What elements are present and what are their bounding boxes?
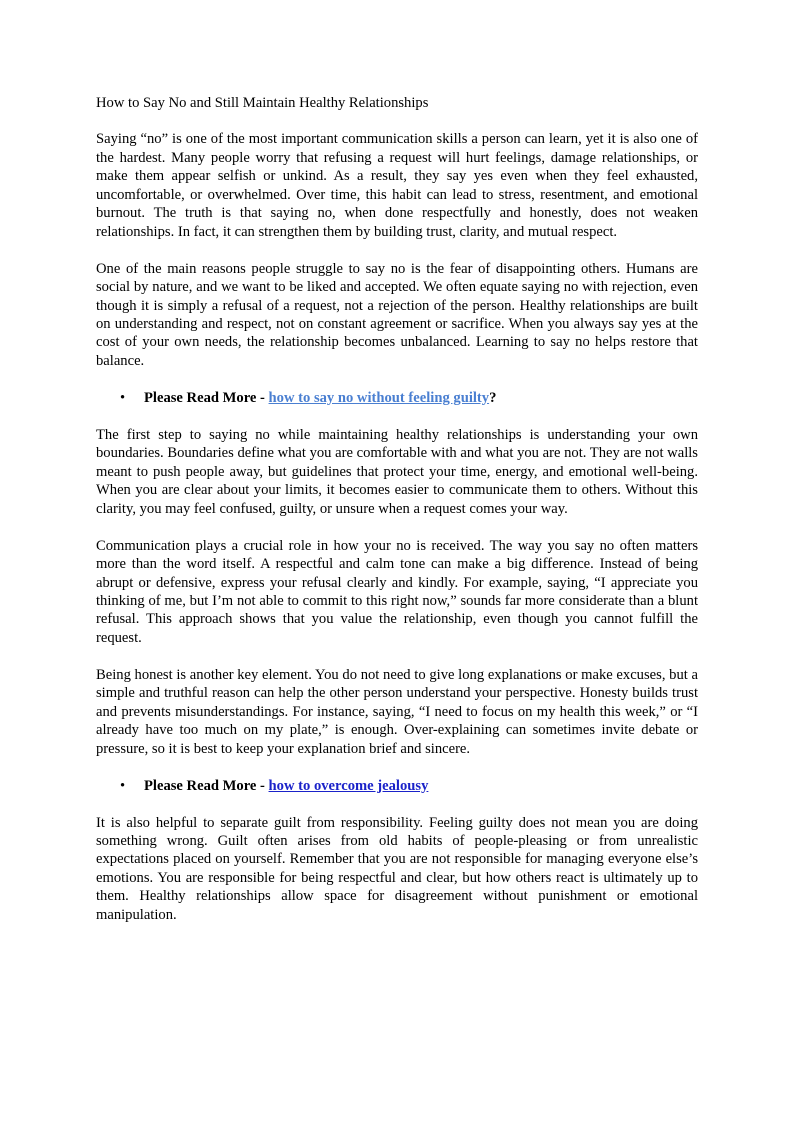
paragraph: One of the main reasons people struggle to say no is the fear of disappointing others. Humans are social by nature, and we want to be liked and accepted. We often equate saying no with rejection, even though it is simply a refusal of a request, not a rejection of the person. Healthy relationships are built on understanding and respect, not on constant agreement or sacrifice. When you always say yes at the cost of your own needs, the relationship becomes unbalanced. Learning to say no helps restore that balance.: [96, 260, 698, 369]
paragraph: It is also helpful to separate guilt from responsibility. Feeling guilty does not mean you are doing something wrong. Guilt often arises from old habits of people-pleasing or from unrealistic expectations placed on yourself. Remember that you are not responsible for managing everyone else’s emotions. You are responsible for being respectful and clear, but how others react is ultimately up to them. Healthy relationships allow space for disagreement without punishment or emotional manipulation.: [96, 814, 698, 923]
read-more-prefix: Please Read More -: [144, 389, 269, 406]
document-page: [96, 94, 698, 943]
read-more-link[interactable]: how to say no without feeling guilty: [268, 389, 490, 406]
read-more-item: [96, 777, 698, 795]
paragraph: Saying “no” is one of the most important communication skills a person can learn, yet it is also one of the hardest. Many people worry that refusing a request will hurt feelings, damage relationships, or make them appear selfish or unkind. As a result, they say yes even when they feel exhausted, uncomfortable, or overwhelmed. Over time, this habit can lead to stress, resentment, and emotional burnout. The truth is that saying no, when done respectfully and honestly, does not weaken relationships. In fact, it can strengthen them by building trust, clarity, and mutual respect.: [96, 131, 698, 240]
read-more-suffix: ?: [489, 389, 497, 406]
page-title: How to Say No and Still Maintain Healthy Relationships: [96, 95, 429, 111]
bullet-icon: •: [120, 777, 126, 794]
bullet-icon: •: [120, 389, 126, 406]
read-more-prefix: Please Read More -: [144, 777, 269, 794]
read-more-item: [96, 389, 698, 407]
paragraph: Being honest is another key element. You do not need to give long explanations or make excuses, but a simple and truthful reason can help the other person understand your perspective. Honesty builds trust and prevents misunderstandings. For instance, saying, “I need to focus on my health this week,” or “I already have too much on my plate,” is enough. Over-explaining can sometimes invite debate or pressure, so it is best to keep your explanation brief and sincere.: [96, 666, 698, 757]
read-more-link[interactable]: how to overcome jealousy: [268, 777, 429, 794]
paragraph: Communication plays a crucial role in how your no is received. The way you say no often matters more than the word itself. A respectful and calm tone can make a big difference. Instead of being abrupt or defensive, express your refusal clearly and kindly. For example, saying, “I appreciate you thinking of me, but I’m not able to commit to this right now,” sounds far more considerate than a blunt refusal. This approach shows that you value the relationship, even though you cannot fulfill the request.: [96, 537, 698, 646]
paragraph: The first step to saying no while maintaining healthy relationships is understanding your own boundaries. Boundaries define what you are comfortable with and what you are not. They are not walls meant to push people away, but guidelines that protect your time, energy, and emotional well-being. When you are clear about your limits, it becomes easier to communicate them to others. Without this clarity, you may feel confused, guilty, or unsure when a request comes your way.: [96, 426, 698, 517]
